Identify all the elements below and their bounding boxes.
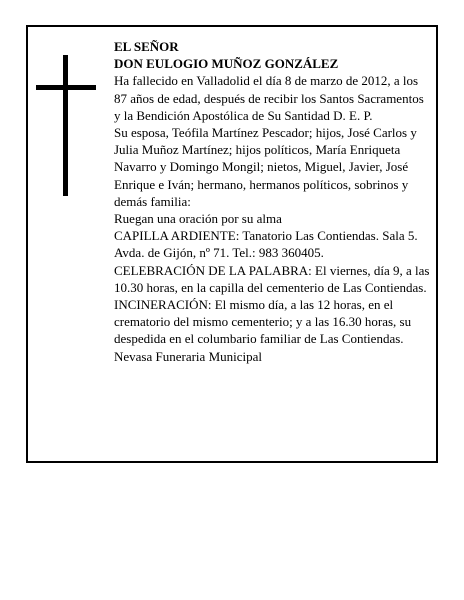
- deceased-name: DON EULOGIO MUÑOZ GONZÁLEZ: [114, 56, 339, 72]
- death-statement: Ha fallecido en Valladolid el día 8 de marzo de 2012, a los 87 años de edad, después de recibir los Santos Sacramentos y la Bendición Apostólica de Su Santidad D. E. P.: [114, 73, 424, 123]
- cremation-info: INCINERACIÓN: El mismo día, a las 12 horas, en el crematorio del mismo cementerio; y a las 16.30 horas, su despedida en el columbario familiar de Las Contiendas.: [114, 297, 412, 347]
- celebration-info: CELEBRACIÓN DE LA PALABRA: El viernes, día 9, a las 10.30 horas, en la capilla del cementerio de Las Contiendas.: [114, 262, 430, 295]
- obituary-title: EL SEÑOR: [114, 39, 179, 54]
- obituary-text: [114, 38, 432, 365]
- cross-icon-bar: [36, 85, 96, 90]
- family-list: Su esposa, Teófila Martínez Pescador; hijos, José Carlos y Julia Muñoz Martínez; hijos políticos, María Enriqueta Navarro y Domingo Mongil; nietos, Miguel, Javier, José Enrique e Iván; hermano, hermanos políticos, sobrinos y demás familia:: [114, 125, 417, 209]
- cross-icon: [63, 55, 68, 196]
- chapel-info: CAPILLA ARDIENTE: Tanatorio Las Contiendas. Sala 5. Avda. de Gijón, nº 71. Tel.: 983 360405.: [114, 228, 418, 261]
- funeral-home: Nevasa Funeraria Municipal: [114, 348, 263, 364]
- prayer-request: Ruegan una oración por su alma: [114, 211, 282, 227]
